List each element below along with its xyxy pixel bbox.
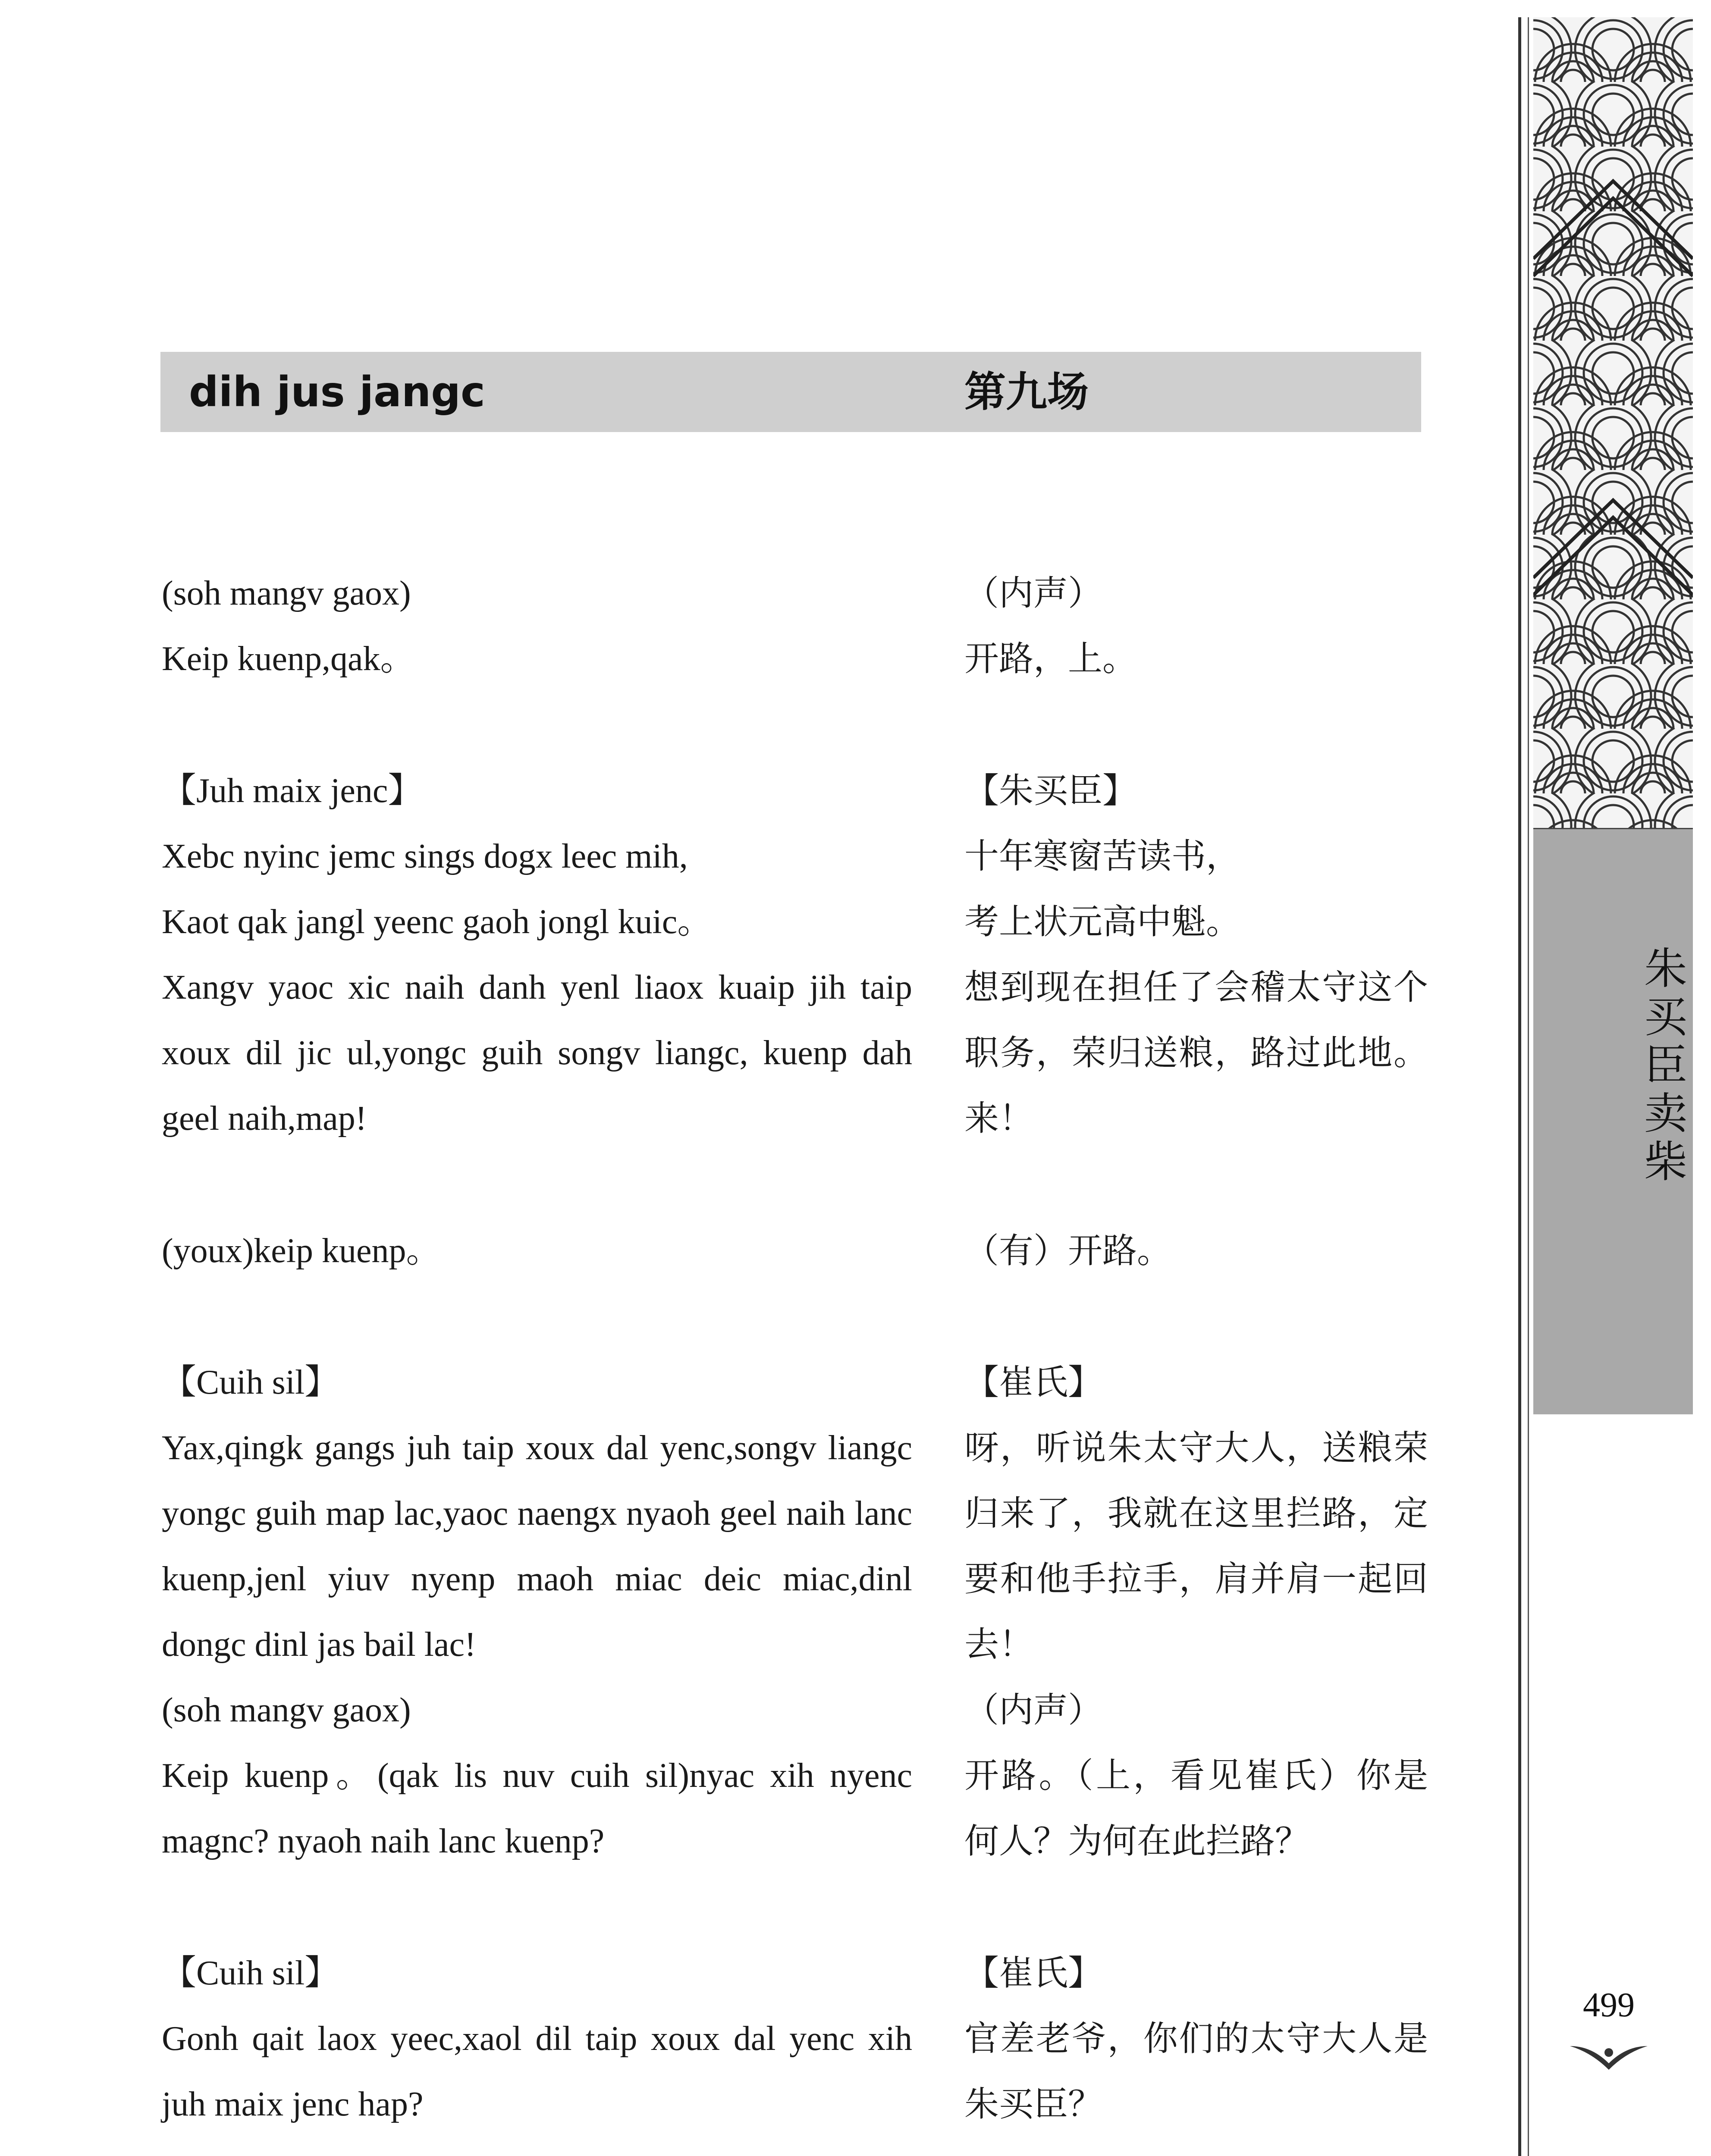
dialogue-paragraph: 开路。（上，看见崔氏）你是何人？为何在此拦路？ <box>964 1755 1428 1861</box>
dong-text-block-3 <box>162 1218 912 1284</box>
dong-text-block-2 <box>162 758 912 1151</box>
page-number: 499 <box>1583 1986 1635 2024</box>
stage-direction: （内声） <box>964 573 1102 613</box>
side-title-band <box>1533 829 1693 1414</box>
chinese-text-block-3 <box>964 1218 1428 1284</box>
speaker-label: 【Cuih sil】 <box>162 1363 339 1401</box>
speaker-label: 【Cuih sil】 <box>162 1954 339 1992</box>
scene-header-bar <box>160 352 1421 432</box>
dong-text-block-1 <box>162 561 912 692</box>
stage-direction: （内声） <box>964 1690 1102 1730</box>
page-number-ornament <box>1566 2037 1652 2072</box>
dialogue-line: (youx)keip kuenp。 <box>162 1232 441 1270</box>
scene-title-chinese: 第九场 <box>964 368 1089 416</box>
scene-title-dong: dih jus jangc <box>189 368 485 416</box>
dong-text-block-4 <box>162 1350 912 1874</box>
verse-line: Xebc nyinc jemc sings dogx leec mih, <box>162 837 688 875</box>
dialogue-paragraph: 官差老爷，你们的太守大人是朱买臣？ <box>964 2018 1428 2124</box>
speaker-label: 【朱买臣】 <box>964 771 1137 811</box>
dialogue-paragraph: Yax,qingk gangs juh taip xoux dal yenc,songv liangc yongc guih map lac,yaoc naengx nyaoh geel naih lanc kuenp,jenl yiuv nyenp maoh miac deic miac,dinl dongc dinl jas bail lac! <box>162 1429 912 1664</box>
stage-direction: (soh mangv gaox) <box>162 574 411 612</box>
dialogue-paragraph: Gonh qait laox yeec,xaol dil taip xoux dal yenc xih juh maix jenc hap? <box>162 2020 912 2123</box>
chinese-text-block-4 <box>964 1350 1428 1874</box>
speaker-label: 【崔氏】 <box>964 1953 1102 1993</box>
dialogue-line: 开路，上。 <box>964 639 1137 679</box>
dialogue-paragraph: Keip kuenp。(qak lis nuv cuih sil)nyac xih nyenc magnc? nyaoh naih lanc kuenp? <box>162 1757 912 1860</box>
book-title: 朱买臣卖柴 <box>1637 946 1687 1187</box>
dialogue-paragraph: 想到现在担任了会稽太守这个职务，荣归送粮，路过此地。来！ <box>964 967 1428 1138</box>
speaker-label: 【Juh maix jenc】 <box>162 772 423 810</box>
chinese-text-block-1 <box>964 561 1428 692</box>
margin-rule-inner <box>1528 17 1529 2156</box>
dialogue-paragraph: 呀，听说朱太守大人，送粮荣归来了，我就在这里拦路，定要和他手拉手，肩并肩一起回去！ <box>964 1428 1428 1664</box>
dialogue-paragraph: Xangv yaoc xic naih danh yenl liaox kuaip jih taip xoux dil jic ul,yongc guih songv liangc, kuenp dah geel naih,map! <box>162 968 912 1138</box>
verse-line: 考上状元高中魁。 <box>964 902 1240 942</box>
wave-pattern-graphic <box>1533 17 1693 828</box>
stage-direction: (soh mangv gaox) <box>162 1691 411 1729</box>
chinese-text-block-2 <box>964 758 1428 1151</box>
margin-rule <box>1518 17 1521 2156</box>
decorative-wave-pattern <box>1533 17 1693 829</box>
speaker-label: 【崔氏】 <box>964 1362 1102 1402</box>
verse-line: 十年寒窗苦读书， <box>964 836 1240 876</box>
dialogue-line: （有）开路。 <box>964 1231 1171 1271</box>
verse-line: Kaot qak jangl yeenc gaoh jongl kuic。 <box>162 903 712 941</box>
chinese-text-block-5 <box>964 1940 1428 2137</box>
dong-text-block-5 <box>162 1940 912 2137</box>
dialogue-line: Keip kuenp,qak。 <box>162 640 415 678</box>
